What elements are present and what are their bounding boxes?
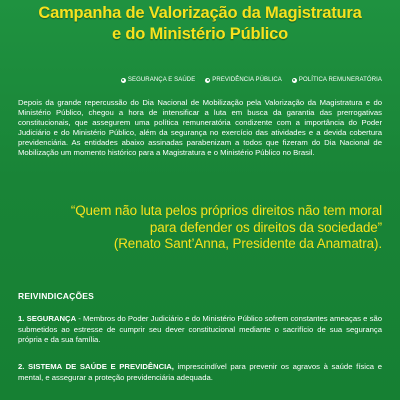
quote-line-1: “Quem não luta pelos próprios direitos não tem moral <box>70 203 382 218</box>
quote-line-2: para defender os direitos da sociedade” <box>149 219 382 235</box>
poster-title <box>10 3 390 45</box>
demand-item-saude-previdencia <box>18 362 382 383</box>
tag-politica-remuneratoria <box>292 77 382 83</box>
poster-title-line-2: e do Ministério Público <box>112 25 288 43</box>
demand-item-text: - Membros do Poder Judiciário e do Ministério Público sofrem constantes ameaças e são submetidos ao estresse de cumprir seu dever constitucional mediante o sacrifício de sua segurança própria e da sua família. <box>18 314 382 345</box>
quote-block <box>18 203 382 253</box>
bullet-icon <box>205 78 210 83</box>
demand-item-text: imprescindível para prevenir os agravos à saúde física e mental, e assegurar a proteção previdenciária adequada. <box>18 362 383 382</box>
demands-heading: REIVINDICAÇÕES <box>18 291 95 301</box>
tag-label: SEGURANÇA E SAÚDE <box>127 77 196 83</box>
tag-seguranca-saude <box>121 77 195 83</box>
intro-paragraph: Depois da grande repercussão do Dia Nacional de Mobilização pela Valorização da Magistratura e do Ministério Público, chegou a hora de intensificar a luta em busca da garantia das prerrogativas constitucionais, que assegurem uma política remuneratória condizente com a importância do Poder Judiciário e do Ministério Público, além da segurança no exercício das atividades e a devida cobertura previdenciária. As entidades abaixo assinadas parabenizam a todos que fizeram do Dia Nacional de Mobilização um momento histórico para a Magistratura e o Ministério Público no Brasil. <box>18 98 382 158</box>
demand-item-seguranca <box>18 314 382 346</box>
topic-tags <box>121 77 382 83</box>
demand-item-label: 2. SISTEMA DE SAÚDE E PREVIDÊNCIA, <box>18 362 174 371</box>
tag-previdencia-publica <box>205 77 282 83</box>
tag-label: PREVIDÊNCIA PÚBLICA <box>212 77 282 83</box>
bullet-icon <box>121 78 126 83</box>
bullet-icon <box>292 78 297 83</box>
tag-label: POLÍTICA REMUNERATÓRIA <box>298 77 382 83</box>
quote-attribution: (Renato Sant’Anna, Presidente da Anamatra). <box>113 236 382 251</box>
demand-item-label: 1. SEGURANÇA <box>18 314 77 323</box>
poster-title-line-1: Campanha de Valorização da Magistratura <box>38 4 362 22</box>
